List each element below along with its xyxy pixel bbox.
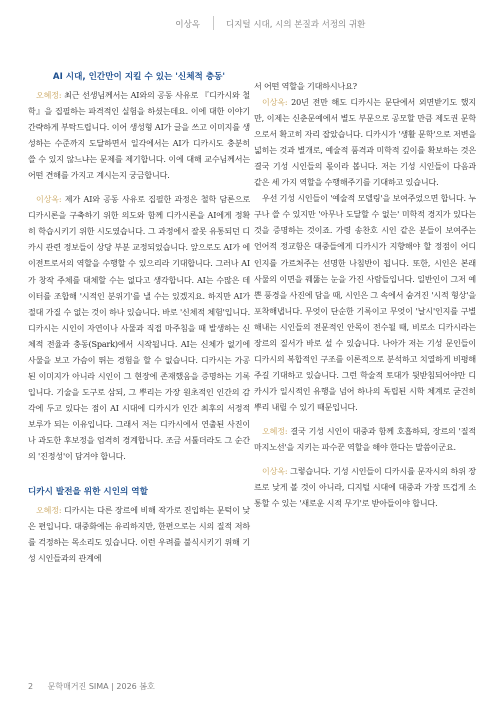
magazine-title: 문학매거진 SIMA | 2026 봄호 (47, 682, 155, 691)
paragraph (254, 464, 476, 512)
paragraph (28, 503, 250, 567)
paragraph-text: 그렇습니다. 기성 시인들이 디카시를 문자시의 하위 장르로 낮게 볼 것이 아니라, 디지털 시대에 대중과 가장 뜨겁게 소통할 수 있는 '새로운 시적 무기'로 받아들이야 합니다. (254, 467, 476, 509)
paragraph (28, 88, 250, 184)
paragraph: 우선 기성 시인들이 '예술적 모델링'을 보여주었으면 합니다. 누구나 쓸 수 있지만 '아무나 도달할 수 없는' 미학적 경지가 있다는 것을 증명하는 것이죠. 가령 송찬호 시인 같은 분들이 보여주는 언어적 정교함은 대중들에게 디카시가 지향해야 할 정점이 어디인지를 가르쳐주는 선명한 나침반이 됩니다. 또한, 시인은 본래 사물의 이면을 꿰뚫는 눈을 가진 사람들입니다. 일반인이 그저 예쁜 풍경을 사진에 담을 때, 시인은 그 속에서 숨겨진 '시적 형상'을 포착해냅니다. 무엇이 단순한 기록이고 무엇이 '날시'인지를 구별해내는 시인들의 전문적인 안목이 전수될 때, 비로소 디카시라는 장르의 질서가 바로 설 수 있습니다. 나아가 저는 기성 문인들이 디카시의 복합적인 구조를 이론적으로 분석하고 치열하게 비평해주길 기대하고 있습니다. 그런 학술적 토대가 뒷받침되어야만 디카시가 일시적인 유행을 넘어 하나의 독립된 시학 체계로 굳건히 뿌리 내릴 수 있기 때문입니다. (254, 194, 476, 412)
speaker-label: 이상옥: (262, 467, 288, 477)
speaker-label: 오혜정: (36, 91, 62, 100)
section-title: 디카시 발전을 위한 시인의 역할 (28, 487, 148, 498)
left-column (28, 70, 250, 567)
paragraph-text: 20년 전만 해도 디카시는 문단에서 외면받기도 했지만, 이제는 신춘문예에서 별도 부문으로 공모할 만큼 제도권 문학으로서 확고히 자리 잡았습니다. 디카시가 '생활 문학'으로 저변을 넓히는 것과 별개로, 예술적 품격과 미학적 깊이를 확보하는 것은 결국 기성 시인들의 몫이라 봅니다. 저는 기성 시인들이 다음과 같은 세 가지 역할을 수행해주기를 기대하고 있습니다. (254, 98, 476, 188)
speaker-label: 오혜정: (262, 426, 288, 436)
paragraph-text: 결국 기성 시인이 대중과 함께 호흡하되, 장르의 '질적 마지노선'을 지키는 파수꾼 역할을 해야 한다는 말씀이군요. (254, 426, 476, 453)
header-divider (213, 16, 214, 30)
right-column (254, 79, 476, 512)
speaker-label: 오혜정: (36, 506, 62, 516)
page-footer (28, 681, 155, 692)
paragraph-text: 디카시는 다른 장르에 비해 작가로 진입하는 문턱이 낮은 편입니다. 대중화에는 유리하지만, 한편으로는 시의 질적 저하를 걱정하는 목소리도 있습니다. 이런 우려를 불식시키기 위해 기성 시인들과의 관계에 (28, 506, 250, 564)
speaker-label: 이상옥: (262, 98, 288, 108)
paragraph (254, 95, 476, 191)
running-header (0, 14, 500, 36)
section-title: AI 시대, 인간만이 지킬 수 있는 '신체적 충동' (52, 72, 226, 82)
page-number: 2 (28, 682, 34, 691)
paragraph-text: 최근 선생님께서는 AI와의 공동 사유로 『디카시와 철학』을 집필하는 파격적인 실험을 하셨는데요. 이에 대한 이야기 간략하게 부탁드립니다. 이어 생성형 AI가 글을 쓰고 이미지를 생성하는 수준까지 도달하면서 일각에서는 AI가 디카시도 충분히 쓸 수 있지 않느냐는 문제를 제기합니다. 이에 대해 교수님께서는 어떤 견해를 가지고 계시는지 궁금합니다. (28, 91, 250, 181)
paragraph (254, 424, 476, 456)
paragraph-text: 제가 AI와 공동 사유로 집필한 과정은 철학 담론으로 디카시론을 구축하기 위한 의도와 함께 디카시론을 AI에게 정확히 학습시키기 위한 시도였습니다. 그 과정에서 잘못 유통되던 디카시 관련 정보들이 상당 부분 교정되었습니다. 앞으로도 AI가 에이전트로서의 역할을 수행할 수 있으리라 기대합니다. 그러나 AI가 창작 주체를 대체할 수는 없다고 생각합니다. AI는 수많은 데이터를 조합해 '시적인 분위기'를 낼 수는 있겠지요. 하지만 AI가 절대 가질 수 없는 것이 하나 있습니다. 바로 '신체적 체험'입니다. 디카시는 시인이 자연이나 사물과 직접 마주침을 때 발생하는 신체적 전율과 충동(Spark)에서 시작됩니다. AI는 신체가 없기에 사물을 보고 가슴이 뛰는 경험을 할 수 없습니다. 디카시는 가공된 이미지가 아니라 시인이 그 현장에 존재했음을 증명하는 기록입니다. 기술을 도구로 삼되, 그 뿌리는 가장 원초적인 인간의 감각에 두고 있다는 점이 AI 시대에 디카시가 인간 최후의 서정적 보루가 되는 이유입니다. 그래서 저는 디카시에서 연출된 사진이나 과도한 후보정을 엄격히 경계합니다. 조금 서툴더라도 그 순간의 '진정성'이 담겨야 합니다. (28, 195, 250, 462)
paragraph: 서 어떤 역할을 기대하시나요? (254, 82, 357, 91)
header-author: 이상옥 (175, 20, 200, 30)
paragraph (28, 192, 250, 465)
header-title: 디지털 시대, 시의 본질과 서정의 귀환 (226, 20, 366, 30)
speaker-label: 이상옥: (36, 195, 62, 205)
